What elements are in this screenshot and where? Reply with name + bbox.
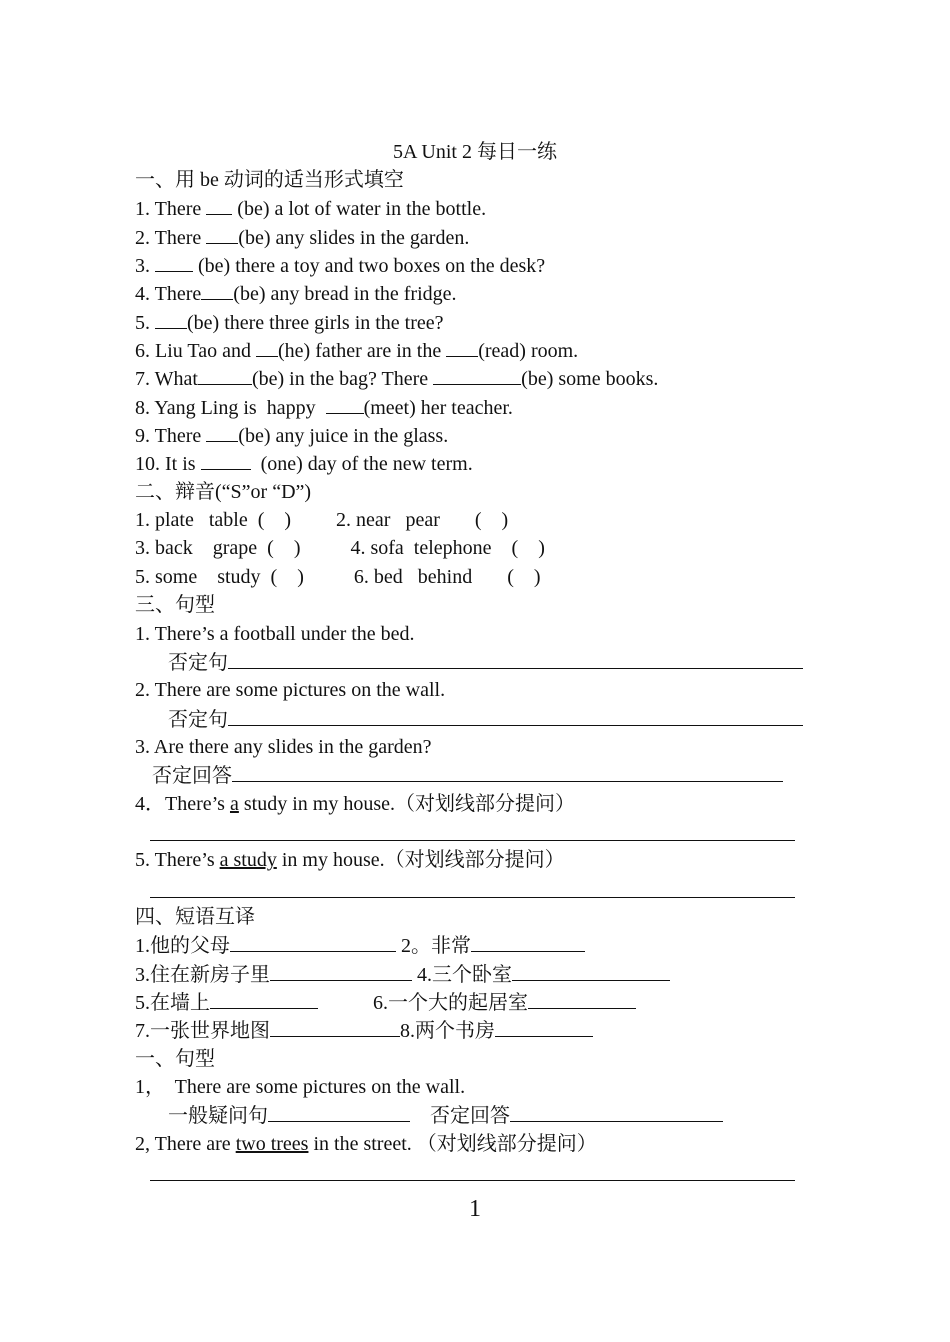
answer-blank[interactable] <box>510 1101 723 1122</box>
question-line: 3. back grape ( ) 4. sofa telephone ( ) <box>135 537 545 560</box>
answer-line: 否定句 <box>135 705 855 733</box>
question-line: 1. There (be) a lot of water in the bottle. <box>135 194 855 222</box>
question-line: 5. There’s a study in my house.（对划线部分提问） <box>135 849 565 872</box>
section-heading: 一、句型 <box>135 1047 215 1070</box>
page-title: 5A Unit 2 每日一练 <box>393 141 557 163</box>
answer-blank[interactable] <box>528 988 636 1009</box>
answer-blank[interactable] <box>268 1101 410 1122</box>
question-line: 5. (be) there three girls in the tree? <box>135 308 855 336</box>
question-line: 10. It is (one) day of the new term. <box>135 449 855 477</box>
question-line: 2. There (be) any slides in the garden. <box>135 223 855 251</box>
question-line: 9. There (be) any juice in the glass. <box>135 421 855 449</box>
question-line: 5. some study ( ) 6. bed behind ( ) <box>135 565 541 588</box>
answer-blank[interactable] <box>270 960 412 981</box>
answer-blank[interactable] <box>206 223 238 244</box>
answer-blank[interactable] <box>228 648 803 669</box>
question-line: 7.一张世界地图 8.两个书房 <box>135 1016 855 1044</box>
worksheet-content <box>135 166 855 1186</box>
answer-line <box>135 1158 855 1186</box>
section-heading: 四、短语互译 <box>135 905 255 928</box>
question-line: 1.他的父母 2。非常 <box>135 931 855 959</box>
question-line: 3. Are there any slides in the garden? <box>135 735 432 758</box>
question-line: 3.住在新房子里 4.三个卧室 <box>135 960 855 988</box>
answer-line: 否定回答 <box>135 761 855 789</box>
answer-line: 否定句 <box>135 648 855 676</box>
answer-blank[interactable] <box>155 251 193 272</box>
answer-blank[interactable] <box>228 705 803 726</box>
question-line: 6. Liu Tao and (he) father are in the (read) room. <box>135 336 855 364</box>
answer-blank[interactable] <box>150 875 795 898</box>
question-line: 4．There’s a study in my house.（对划线部分提问） <box>135 792 575 815</box>
answer-blank[interactable] <box>471 931 585 952</box>
section-heading: 二、辩音(“S”or “D”) <box>135 480 312 503</box>
answer-blank[interactable] <box>512 960 670 981</box>
answer-blank[interactable] <box>326 393 364 414</box>
section-heading: 三、句型 <box>135 594 215 617</box>
answer-blank[interactable] <box>446 336 478 357</box>
answer-blank[interactable] <box>201 449 251 470</box>
question-line: 1， There are some pictures on the wall. <box>135 1076 466 1098</box>
question-line: 2. There are some pictures on the wall. <box>135 679 446 702</box>
answer-blank[interactable] <box>206 194 232 215</box>
question-line: 3. (be) there a toy and two boxes on the desk? <box>135 251 855 279</box>
answer-blank[interactable] <box>210 988 318 1009</box>
question-line: 8. Yang Ling is happy (meet) her teacher. <box>135 393 855 421</box>
answer-blank[interactable] <box>150 818 795 841</box>
answer-line: 一般疑问句 否定回答 <box>135 1101 855 1129</box>
answer-blank[interactable] <box>230 931 396 952</box>
answer-blank[interactable] <box>256 336 278 357</box>
answer-line <box>135 875 855 903</box>
answer-blank[interactable] <box>150 1158 795 1181</box>
answer-blank[interactable] <box>155 308 187 329</box>
question-line: 7. What (be) in the bag? There (be) some books. <box>135 364 855 392</box>
question-line: 2, There are two trees in the street. （对划线部分提问） <box>135 1132 597 1155</box>
answer-blank[interactable] <box>270 1016 400 1037</box>
section-heading: 一、用 be 动词的适当形式填空 <box>135 169 404 191</box>
question-line: 4. There (be) any bread in the fridge. <box>135 279 855 307</box>
answer-blank[interactable] <box>206 421 238 442</box>
answer-blank[interactable] <box>495 1016 593 1037</box>
answer-line <box>135 818 855 846</box>
answer-blank[interactable] <box>198 364 252 385</box>
question-line: 1. There’s a football under the bed. <box>135 622 415 645</box>
question-line: 5.在墙上 6.一个大的起居室 <box>135 988 855 1016</box>
answer-blank[interactable] <box>232 761 783 782</box>
answer-blank[interactable] <box>201 279 233 300</box>
page-number: 1 <box>469 1196 481 1222</box>
question-line: 1. plate table ( ) 2. near pear ( ) <box>135 509 509 532</box>
answer-blank[interactable] <box>433 364 521 385</box>
